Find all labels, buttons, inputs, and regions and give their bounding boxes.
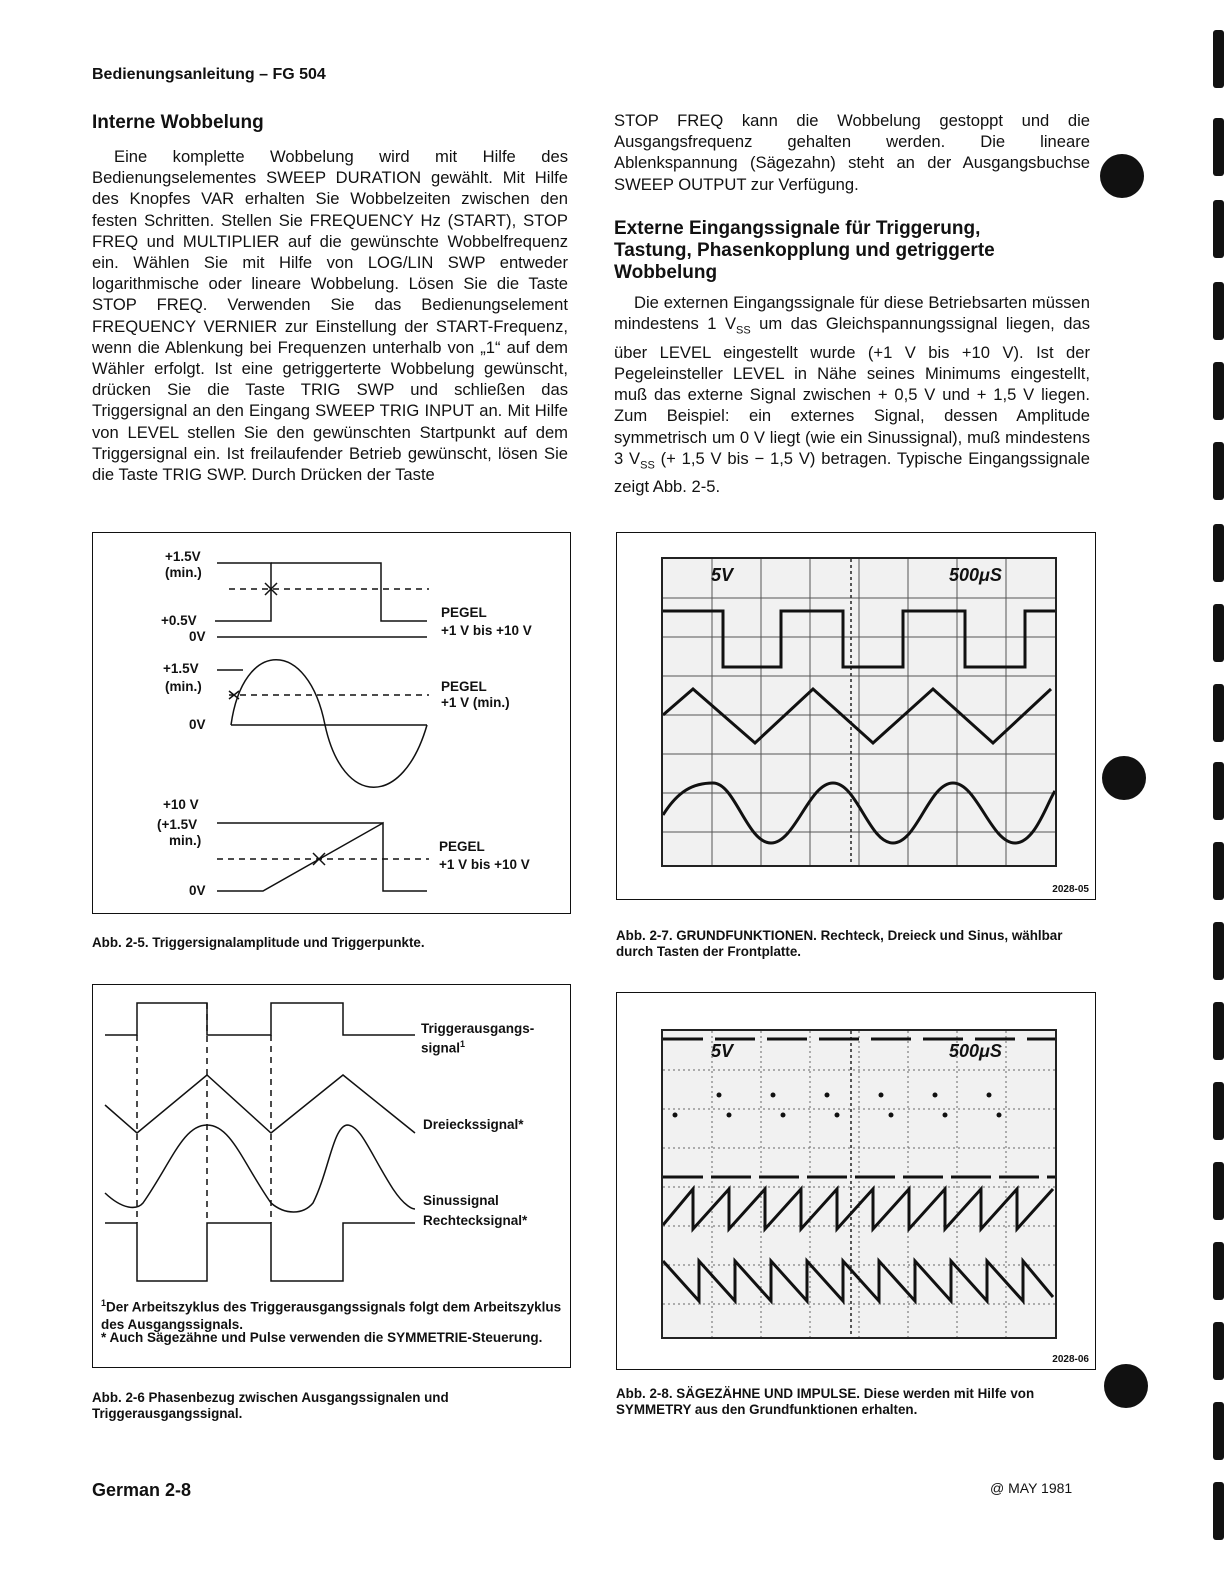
sq-label-mid: +0.5V (161, 613, 197, 628)
sq-label-top: +1.5V (165, 549, 201, 564)
footnote-1: $^1$Der Arbeitszyklus des Triggerausgangssignals folgt dem Arbeitszyklus des Ausgangssignals. (101, 1298, 562, 1332)
sine-wave-2-6 (105, 1125, 415, 1212)
left-paragraph: Eine komplette Wobbelung wird mit Hilfe des Bedienungselementes SWEEP DURATION gewählt. Mit Hilfe des Knopfes VAR erhalten Sie Wobbelzeiten zwischen den festen Schritten. Stellen Sie FREQUENCY Hz (START), STOP FREQ und MULTIPLIER auf die gewünschte Wobbelfrequenz ein. Wählen Sie mit Hilfe von LOG/LIN SWP entweder logarithmische oder lineare Wobbelung. Lösen Sie die Taste STOP FREQ. Verwenden Sie das Bedienungselement FREQUENCY VERNIER zur Einstellung der START-Frequenz, wenn die Ablenkung bei Frequenzen unterhalb von „1“ auf dem Wähler erfolgt. Ist eine getriggerterte Wobbelung gewünscht, drücken Sie die Taste TRIG SWP und schließen das Triggersignal an den Eingang SWEEP TRIG INPUT an. Mit Hilfe von LEVEL stellen Sie den gewünschten Startpunkt auf dem Triggersignal ein. Ist freilaufender Betrieb gewünscht, lösen Sie die Taste TRIG SWP. Durch Drücken der Taste (92, 147, 568, 485)
figure-2-6-caption: Abb. 2-6 Phasenbezug zwischen Ausgangssignalen und Triggerausgangssignal. (92, 1390, 449, 1421)
trace-sawtooth-down (663, 1261, 1053, 1301)
running-header: Bedienungsanleitung – FG 504 (92, 66, 326, 83)
oscilloscope-screen-2-7 (661, 557, 1057, 867)
sq-label-zero: 0V (189, 629, 206, 644)
scope-grid-v-2-8 (712, 1031, 1006, 1337)
square-wave (271, 563, 427, 621)
sq-label-pegel: PEGEL (441, 605, 487, 620)
binder-tick (1213, 282, 1224, 340)
binder-margin (1196, 0, 1224, 1584)
sine-label-range: +1 V (min.) (441, 695, 510, 710)
trace-triangle (663, 689, 1051, 743)
square-wave-2-6 (105, 1223, 415, 1281)
label-trigger-output: Triggerausgangs- (421, 1021, 535, 1036)
binder-tick (1213, 842, 1224, 900)
label-triangle: Dreieckssignal* (423, 1117, 524, 1132)
binder-tick (1213, 200, 1224, 258)
footnote-2: * Auch Sägezähne und Pulse verwenden die SYMMETRIE-Steuerung. (101, 1330, 543, 1345)
ramp-label-top: +10 V (163, 797, 199, 812)
ramp-label-pegel: PEGEL (439, 839, 485, 854)
binder-tick (1213, 362, 1224, 420)
section-heading-interne-wobbelung: Interne Wobbelung (92, 112, 264, 133)
figure-id-2-8: 2028-06 (1052, 1354, 1089, 1365)
scope-time-2-8: 500μS (949, 1041, 1002, 1061)
section-heading-externe-eingangssignale: Externe Eingangssignale für Triggerung, Tastung, Phasenkopplung und getriggerte Wobbelung (614, 218, 995, 283)
binder-tick (1213, 684, 1224, 742)
ramp-label-range: +1 V bis +10 V (439, 857, 530, 872)
sq-label-min: (min.) (165, 565, 202, 580)
binder-tick (1213, 1082, 1224, 1140)
scope-volts-2-7: 5V (711, 565, 734, 585)
sine-label-zero: 0V (189, 717, 206, 732)
binder-tick (1213, 1482, 1224, 1540)
figure-2-7-caption: Abb. 2-7. GRUNDFUNKTIONEN. Rechteck, Dreieck und Sinus, wählbar durch Tasten der Frontplatte. (616, 928, 1063, 959)
binder-tick (1213, 604, 1224, 662)
binder-tick (1213, 762, 1224, 820)
figure-id-2-7: 2028-05 (1052, 884, 1089, 895)
scope-grid-v (712, 559, 1006, 865)
figure-2-5-caption: Abb. 2-5. Triggersignalamplitude und Triggerpunkte. (92, 935, 425, 950)
binder-hole (1102, 756, 1146, 800)
trace-sawtooth-up (663, 1189, 1053, 1229)
sine-label-min: (min.) (165, 679, 202, 694)
binder-tick (1213, 1002, 1224, 1060)
binder-tick (1213, 118, 1224, 176)
binder-tick (1213, 524, 1224, 582)
figure-2-8-sawtooth-pulses (616, 992, 1096, 1370)
binder-tick (1213, 1242, 1224, 1300)
binder-tick (1213, 922, 1224, 980)
triangle-wave (105, 1075, 415, 1133)
trigger-levels-diagram (93, 533, 570, 913)
page-number: German 2-8 (92, 1480, 192, 1500)
right-paragraph: Die externen Eingangssignale für diese Betriebsarten müssen mindestens 1 $V_{SS}$ um das Gleichspannungssignal liegen, das über LEVEL eingestellt wurde (+1 V bis +10 V). Ist der Pegeleinsteller LEVEL in Nähe seines Minimums eingestellt, muß das externe Signal zwischen + 0,5 V und + 1,5 V liegen. Zum Beispiel: ein externes Signal, dessen Amplitude symmetrisch um 0 V liegt (wie ein Sinussignal), muß mindestens 3 $V_{SS}$ (+ 1,5 V bis − 1,5 V) betragen. Typische Eingangssignale zeigt Abb. 2-5. (614, 293, 1090, 497)
scope-trace-2-7 (663, 559, 1055, 865)
scope-time-2-7: 500μS (949, 565, 1002, 585)
binder-tick (1213, 1402, 1224, 1460)
binder-hole (1104, 1364, 1148, 1408)
ramp-trigger-mark (313, 853, 325, 865)
sq-label-range: +1 V bis +10 V (441, 623, 532, 638)
label-square: Rechtecksignal* (423, 1213, 528, 1228)
print-date: @ MAY 1981 (990, 1480, 1073, 1496)
ramp-label-min: min.) (169, 833, 202, 848)
binder-hole (1100, 154, 1144, 198)
sine-label-pegel: PEGEL (441, 679, 487, 694)
figure-2-8-caption: Abb. 2-8. SÄGEZÄHNE UND IMPULSE. Diese werden mit Hilfe von SYMMETRY aus den Grundfunktionen erhalten. (616, 1386, 1035, 1417)
ramp-label-zero: 0V (189, 883, 206, 898)
binder-tick (1213, 442, 1224, 500)
trigger-output-wave (105, 1003, 415, 1035)
figure-2-7-basic-functions (616, 532, 1096, 900)
sine-label-top: +1.5V (163, 661, 199, 676)
oscilloscope-screen-2-8 (661, 1029, 1057, 1339)
figure-2-5-trigger-levels (92, 532, 571, 914)
scope-volts-2-8: 5V (711, 1041, 734, 1061)
binder-tick (1213, 1162, 1224, 1220)
sine-wave (231, 660, 427, 788)
scope-trace-2-8 (663, 1031, 1055, 1337)
figure-2-6-phase-relation (92, 984, 571, 1368)
binder-tick (1213, 1322, 1224, 1380)
right-continuation-paragraph: STOP FREQ kann die Wobbelung gestoppt und die Ausgangsfrequenz gehalten werden. Die lineare Ablenkspannung (Sägezahn) steht an der Ausgangsbuchse SWEEP OUTPUT zur Verfügung. (614, 111, 1090, 194)
ramp-label-mid: (+1.5V (157, 817, 198, 832)
label-sine: Sinussignal (423, 1193, 499, 1208)
square-level-line (215, 563, 271, 621)
label-trigger-output-2: signal$^1$ (421, 1039, 466, 1056)
binder-tick (1213, 30, 1224, 88)
